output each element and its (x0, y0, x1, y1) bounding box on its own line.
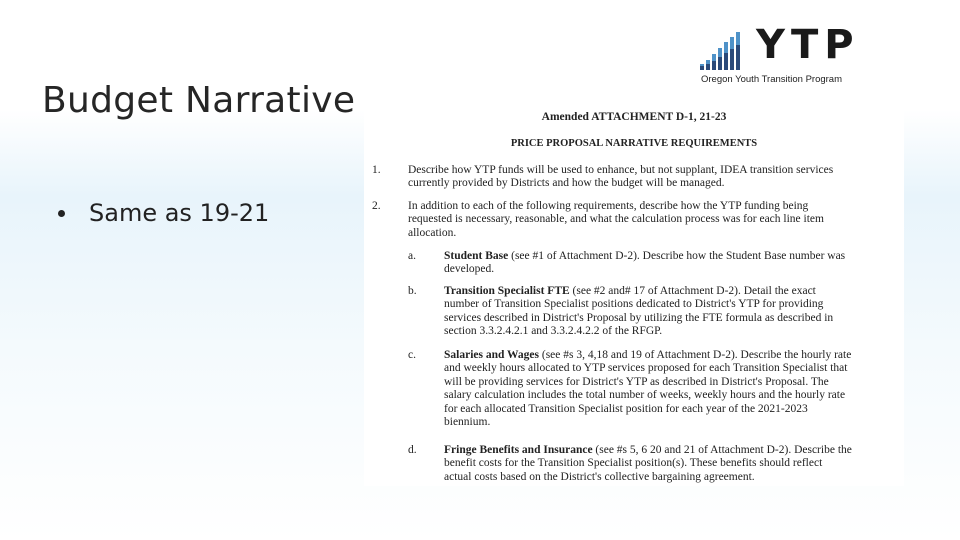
subitem-title: Fringe Benefits and Insurance (444, 444, 593, 456)
logo-letters: YTP (756, 22, 860, 68)
subitem-text: (see #1 of Attachment D-2). Describe how the Student Base number was (508, 250, 846, 262)
logo-tagline: Oregon Youth Transition Program (701, 74, 843, 85)
subitem-text: (see #s 5, 6 20 and 21 of Attachment D-2). Describe the (592, 444, 852, 456)
slide-title: Budget Narrative (42, 80, 356, 122)
subitem-marker: c. (408, 349, 416, 361)
subitem-text: (see #2 and# 17 of Attachment D-2). Detail the exact (569, 285, 816, 297)
bullet-dot-icon (58, 210, 65, 217)
attachment-document-image (364, 104, 904, 486)
bullet-text: Same as 19-21 (89, 199, 270, 227)
item-line: Describe how YTP funds will be used to enhance, but not supplant, IDEA transition services (408, 164, 834, 176)
subitem-marker: a. (408, 250, 416, 262)
subitem-line: biennium. (444, 416, 491, 429)
item-line: In addition to each of the following requirements, describe how the YTP funding being (408, 200, 809, 212)
subitem-line: services described in District's Proposal by utilizing the FTE formula as described in (444, 311, 834, 324)
logo-bars-icon (698, 28, 754, 74)
subitem-line: salary calculation includes the total number of weeks, weekly hours and the hourly rate (444, 389, 846, 402)
subitem-title: Transition Specialist FTE (444, 285, 570, 297)
bullet-item (58, 199, 269, 227)
subitem-line: benefit costs for the Transition Specialist position(s). These benefits should reflect (444, 457, 823, 470)
item-line: allocation. (408, 226, 457, 239)
subitem-line: will be providing services for District's YTP as described in District's Proposal. The (444, 375, 829, 388)
item-line: currently provided by Districts and how the budget will be managed. (408, 177, 725, 190)
document-heading: Amended ATTACHMENT D-1, 21-23 (541, 111, 727, 123)
item-line: requested is necessary, reasonable, and what the calculation process was for each line item (408, 213, 824, 226)
ytp-logo (698, 22, 868, 90)
subitem-line: and weekly hours allocated to YTP services proposed for each Transition Specialist that (444, 362, 848, 375)
subitem-line: for each allocated Transition Specialist position for each year of the 2021-2023 (444, 402, 808, 415)
item-marker: 1. (372, 164, 381, 176)
subitem-marker: d. (408, 444, 417, 456)
subitem-marker: b. (408, 285, 417, 297)
subitem-line: number of Transition Specialist positions dedicated to District's YTP for providing (444, 298, 824, 311)
subitem-title: Salaries and Wages (444, 349, 539, 361)
subitem-line: actual costs based on the District's collective bargaining agreement. (444, 470, 755, 483)
subitem-text: (see #s 3, 4,18 and 19 of Attachment D-2). Describe the hourly rate (539, 349, 852, 361)
item-marker: 2. (372, 200, 381, 212)
subitem-title: Student Base (444, 250, 509, 262)
subitem-line: section 3.3.2.4.2.1 and 3.3.2.4.2.2 of the RFGP. (444, 325, 663, 338)
document-subheading: PRICE PROPOSAL NARRATIVE REQUIREMENTS (510, 138, 758, 149)
subitem-line: developed. (444, 263, 495, 276)
